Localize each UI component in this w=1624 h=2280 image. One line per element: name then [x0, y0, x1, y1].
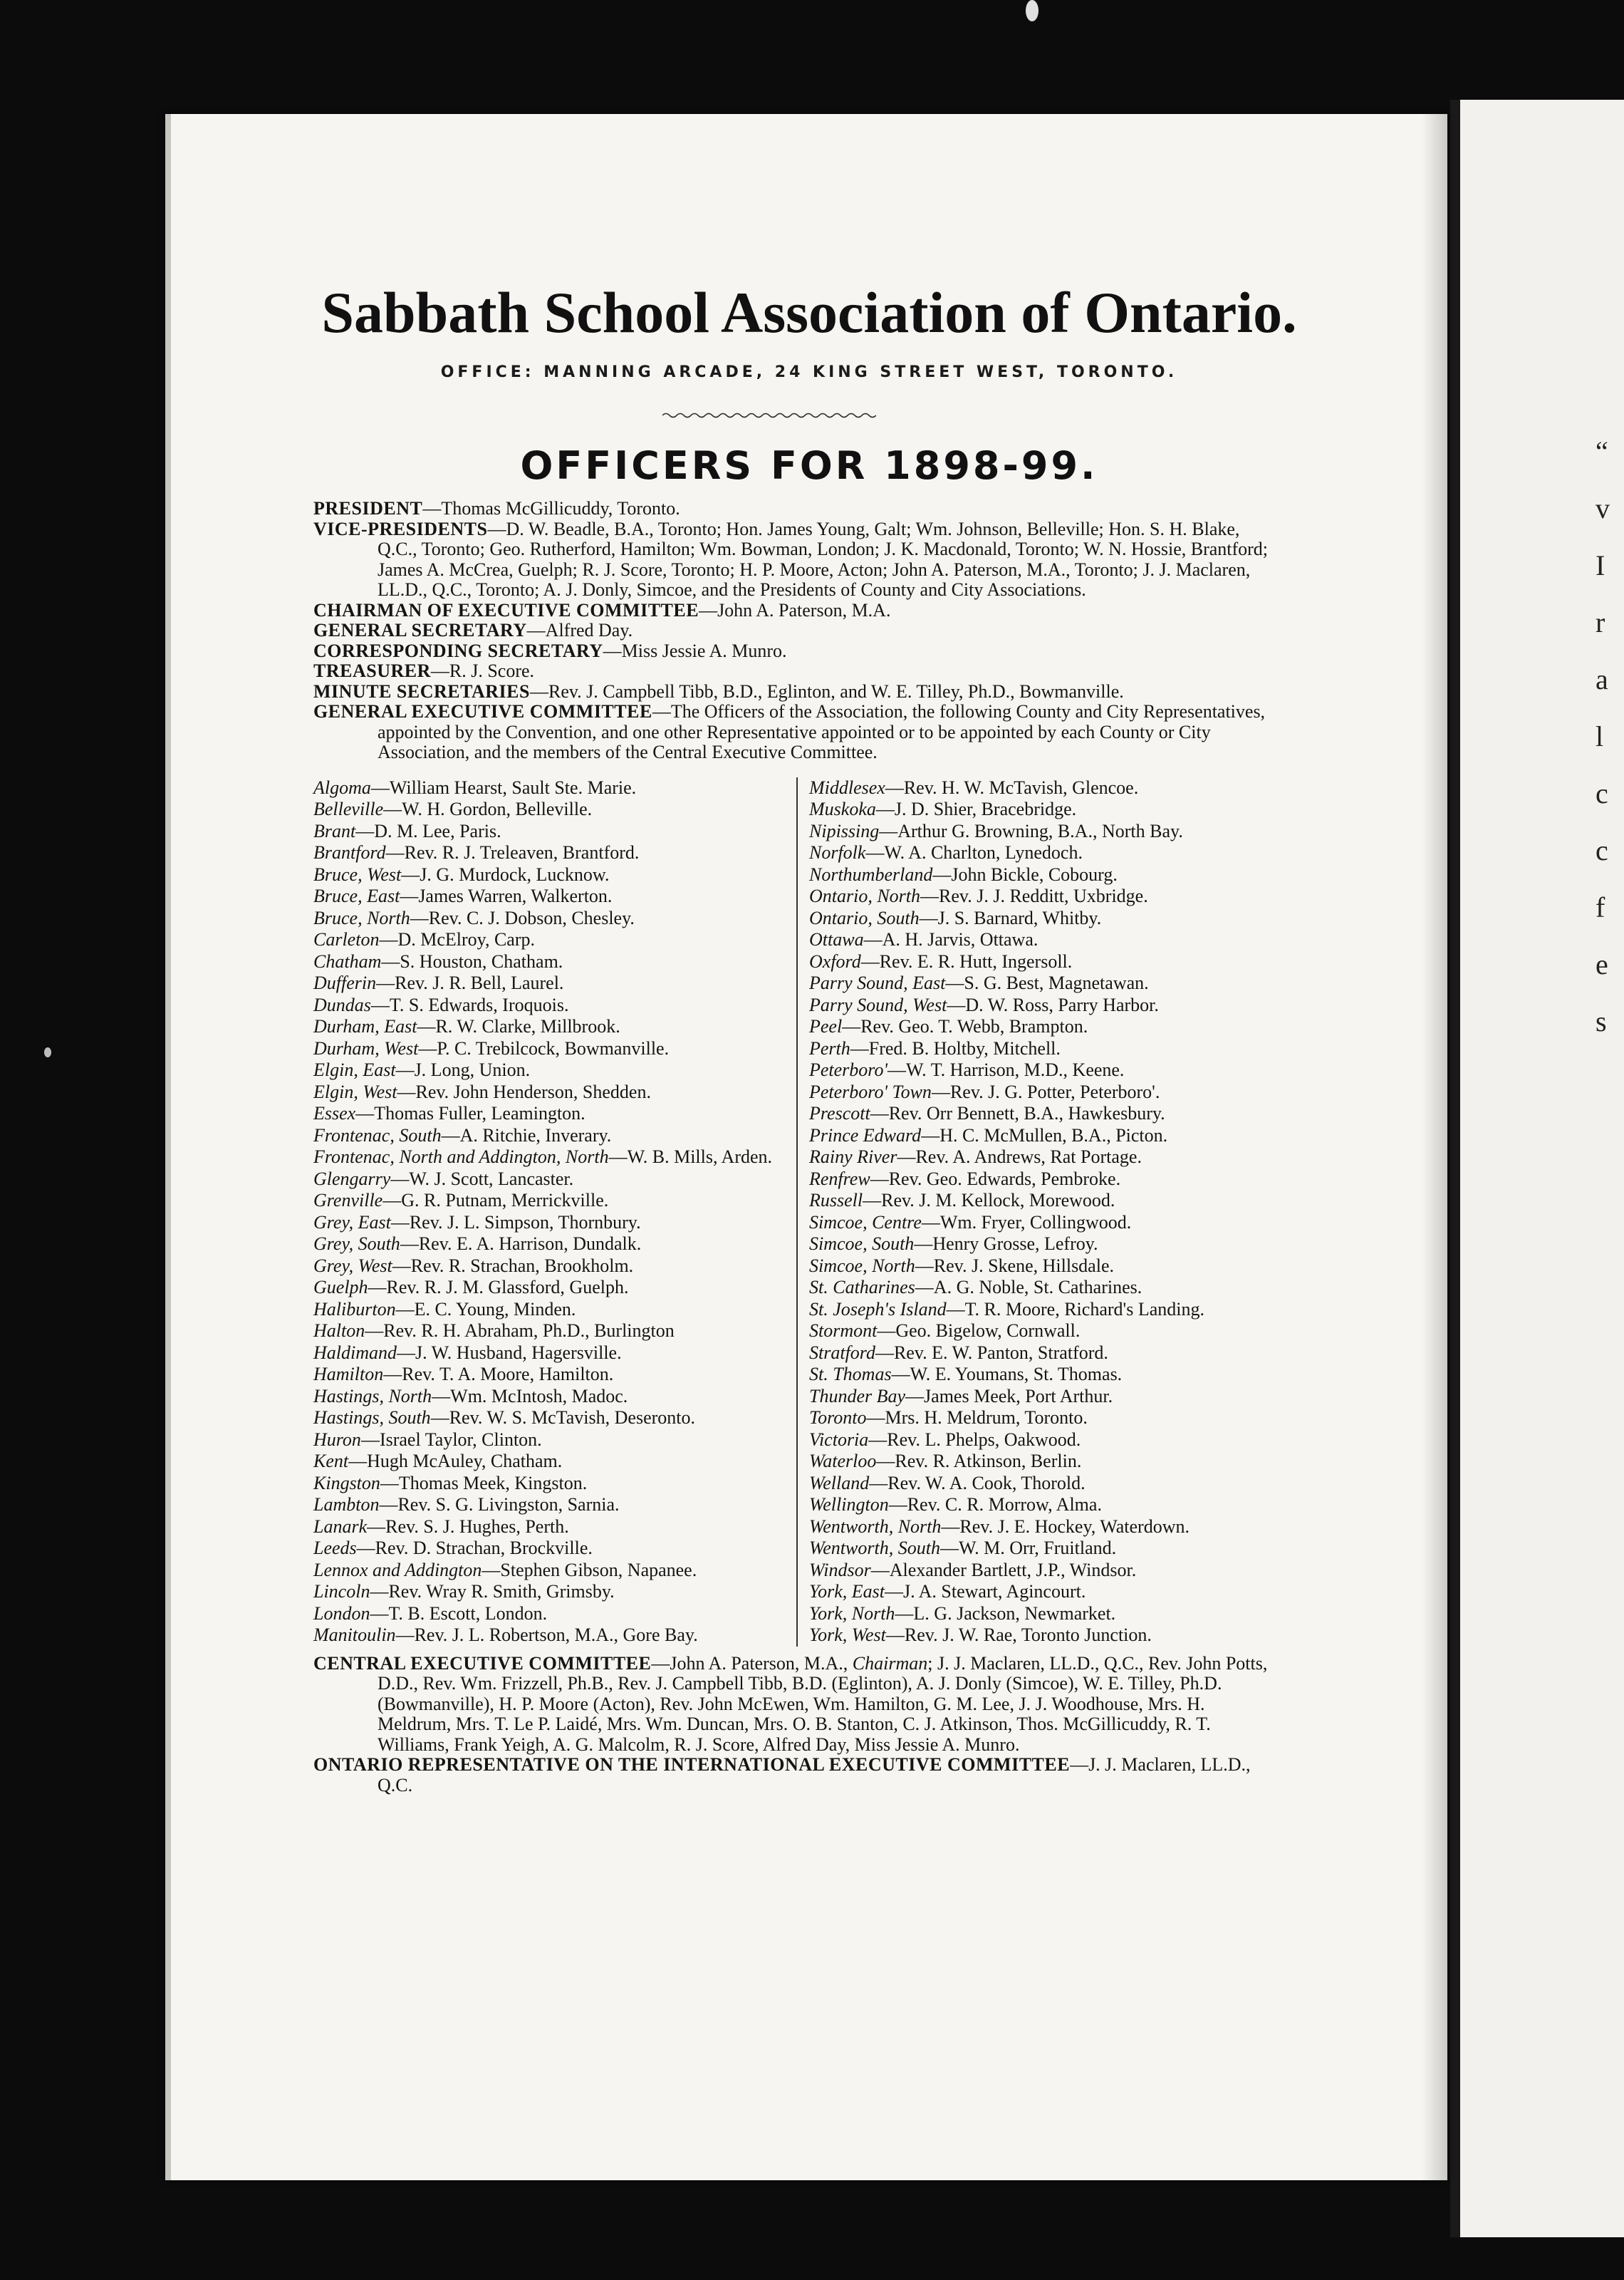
- county-representative: —Wm. McIntosh, Madoc.: [432, 1385, 628, 1406]
- county-representative: —Thomas Fuller, Leamington.: [355, 1103, 585, 1124]
- county-name: Victoria: [809, 1429, 869, 1450]
- county-name: Dundas: [313, 994, 371, 1015]
- county-representative: —Alexander Bartlett, J.P., Windsor.: [870, 1559, 1137, 1580]
- county-representative: —Wm. Fryer, Collingwood.: [921, 1211, 1132, 1233]
- county-entry: [313, 929, 792, 951]
- county-name: St. Catharines: [809, 1277, 915, 1297]
- adjacent-page-letter: c: [1596, 777, 1608, 809]
- officer-role: VICE-PRESIDENTS: [313, 518, 488, 539]
- county-entry: [313, 1581, 792, 1603]
- adjacent-page-letter: v: [1596, 492, 1610, 524]
- county-entry: [809, 1146, 1271, 1168]
- county-representative: —Rev. R. Atkinson, Berlin.: [876, 1451, 1082, 1471]
- county-name: Halton: [313, 1320, 365, 1341]
- county-name: Glengarry: [313, 1168, 391, 1189]
- county-entry: [809, 1429, 1271, 1451]
- county-entry: [809, 1516, 1271, 1538]
- county-name: Brantford: [313, 842, 386, 863]
- county-representative: —Israel Taylor, Clinton.: [360, 1429, 542, 1450]
- county-representative: —Rev. J. L. Simpson, Thornbury.: [390, 1211, 641, 1233]
- county-name: St. Joseph's Island: [809, 1298, 947, 1320]
- county-representative: —Rev. J. M. Kellock, Morewood.: [863, 1190, 1115, 1211]
- county-representative: —Thomas Meek, Kingston.: [380, 1472, 588, 1493]
- county-name: Welland: [809, 1472, 870, 1493]
- county-entry: [809, 1016, 1271, 1038]
- scan-speck: [44, 1047, 51, 1057]
- county-entry: [809, 842, 1271, 864]
- county-entry: [809, 951, 1271, 973]
- county-entry: [809, 886, 1271, 908]
- county-entry: [313, 1212, 792, 1234]
- officers-body: [313, 499, 1271, 1796]
- county-entry: [313, 1407, 792, 1429]
- county-name: Wentworth, South: [809, 1538, 940, 1558]
- county-name: Leeds: [313, 1538, 357, 1558]
- county-representative: —J. W. Husband, Hagersville.: [397, 1342, 622, 1363]
- county-name: Grey, West: [313, 1255, 392, 1276]
- document-page: [165, 114, 1447, 2180]
- county-name: Middlesex: [809, 777, 885, 798]
- county-representative: —Rev. E. A. Harrison, Dundalk.: [400, 1233, 642, 1254]
- officer-entry: [313, 641, 1271, 662]
- county-entry: [809, 1603, 1271, 1625]
- county-representative: —G. R. Putnam, Merrickville.: [382, 1190, 609, 1211]
- county-entry: [313, 1125, 792, 1147]
- officer-entry: [313, 621, 1271, 641]
- county-representative: —Rev. Geo. T. Webb, Brampton.: [842, 1016, 1088, 1037]
- county-entry: [313, 1255, 792, 1278]
- county-representative: —W. A. Charlton, Lynedoch.: [865, 842, 1083, 863]
- adjacent-page: [1450, 100, 1624, 2237]
- county-representatives: [313, 777, 1271, 1647]
- decorative-wavy-rule: [662, 412, 876, 419]
- county-name: Parry Sound, West: [809, 994, 947, 1015]
- county-representative: —D. W. Ross, Parry Harbor.: [947, 994, 1159, 1015]
- county-entry: [313, 1146, 792, 1168]
- county-name: Lennox and Addington: [313, 1559, 482, 1580]
- officer-names: —John A. Paterson, M.A.: [699, 599, 891, 621]
- officer-role: TREASURER: [313, 660, 431, 681]
- county-entry: [809, 1233, 1271, 1255]
- county-name: Chatham: [313, 950, 382, 972]
- county-entry: [809, 777, 1271, 799]
- county-representative: —Henry Grosse, Lefroy.: [914, 1233, 1098, 1254]
- county-name: Prescott: [809, 1103, 870, 1124]
- county-name: Kent: [313, 1451, 349, 1471]
- county-entry: [809, 1624, 1271, 1647]
- adjacent-page-letter: I: [1596, 549, 1605, 581]
- county-representative: —Rev. H. W. McTavish, Glencoe.: [885, 777, 1139, 798]
- adjacent-page-letter: s: [1596, 1005, 1607, 1037]
- county-representative: —W. T. Harrison, M.D., Keene.: [888, 1059, 1125, 1080]
- county-name: Russell: [809, 1190, 863, 1211]
- county-entry: [313, 799, 792, 821]
- county-name: Ottawa: [809, 929, 864, 950]
- county-entry: [809, 1212, 1271, 1234]
- county-entry: [809, 1190, 1271, 1212]
- officer-role: PRESIDENT: [313, 498, 423, 519]
- county-entry: [809, 1103, 1271, 1125]
- scan-speck: [1026, 0, 1039, 21]
- county-name: Stratford: [809, 1342, 875, 1363]
- officer-names: —Miss Jessie A. Munro.: [603, 640, 787, 661]
- county-name: Frontenac, South: [313, 1124, 442, 1146]
- officer-role: GENERAL SECRETARY: [313, 620, 527, 641]
- county-representative: —Rev. John Henderson, Shedden.: [397, 1081, 651, 1102]
- officer-entry: [313, 601, 1271, 621]
- county-entry: [313, 908, 792, 930]
- county-representative: —A. H. Jarvis, Ottawa.: [863, 929, 1039, 950]
- county-name: London: [313, 1602, 370, 1624]
- county-name: Lambton: [313, 1494, 380, 1515]
- county-representative: —Rev. S. J. Hughes, Perth.: [367, 1515, 569, 1537]
- county-name: Dufferin: [313, 973, 377, 993]
- county-name: Wellington: [809, 1494, 889, 1515]
- county-representative: —Rev. E. W. Panton, Stratford.: [875, 1342, 1108, 1363]
- county-entry: [313, 1624, 792, 1647]
- county-entry: [809, 1473, 1271, 1495]
- county-representative: —Rev. W. A. Cook, Thorold.: [869, 1472, 1086, 1493]
- officer-names: —Alfred Day.: [526, 620, 633, 641]
- county-representative: —W. E. Youmans, St. Thomas.: [891, 1364, 1123, 1384]
- officer-role: CHAIRMAN OF EXECUTIVE COMMITTEE: [313, 599, 699, 621]
- county-name: Perth: [809, 1037, 850, 1059]
- county-representative: —J. G. Murdock, Lucknow.: [401, 864, 610, 885]
- county-name: Durham, West: [313, 1037, 419, 1059]
- county-name: Peterboro' Town: [809, 1081, 932, 1102]
- county-name: St. Thomas: [809, 1364, 892, 1384]
- county-entry: [809, 1299, 1271, 1321]
- county-entry: [313, 1038, 792, 1060]
- county-entry: [313, 1473, 792, 1495]
- county-name: Elgin, East: [313, 1059, 396, 1080]
- county-name: Simcoe, South: [809, 1233, 915, 1254]
- county-entry: [313, 864, 792, 886]
- county-representative: —Rev. E. R. Hutt, Ingersoll.: [860, 950, 1073, 972]
- county-representative: —Rev. Orr Bennett, B.A., Hawkesbury.: [870, 1103, 1165, 1124]
- county-entry: [313, 995, 792, 1017]
- county-name: Durham, East: [313, 1016, 417, 1037]
- county-name: Manitoulin: [313, 1624, 396, 1645]
- county-representative: —S. G. Best, Magnetawan.: [945, 973, 1149, 993]
- county-name: Waterloo: [809, 1451, 877, 1471]
- county-name: Rainy River: [809, 1146, 897, 1167]
- county-name: Peel: [809, 1016, 843, 1037]
- county-representative: —J. Long, Union.: [395, 1059, 531, 1080]
- county-entry: [809, 1168, 1271, 1191]
- county-name: Frontenac, North and Addington, North: [313, 1146, 609, 1167]
- county-representative: —Rev. R. J. M. Glassford, Guelph.: [368, 1277, 629, 1297]
- county-representative: —W. B. Mills, Arden.: [608, 1146, 773, 1167]
- county-representative: —J. S. Barnard, Whitby.: [919, 907, 1102, 928]
- county-entry: [313, 1603, 792, 1625]
- county-entry: [313, 1342, 792, 1364]
- county-name: Stormont: [809, 1320, 878, 1341]
- central-executive-committee: CENTRAL EXECUTIVE COMMITTEE—John A. Paterson, M.A., Chairman; J. J. Maclaren, LL.D., Q.C., Rev. John Potts, D.D., Rev. Wm. Frizzell, Ph.B., Rev. J. Campbell Tibb, B.D. (Eglinton), A. J. Donly (Simcoe), W. E. Tilley, Ph.D. (Bowmanville), H. P. Moore (Acton), Rev. John McEwen, Wm. Hamilton, G. M. Lee, J. J. Woodhouse, Mrs. H. Meldrum, Mrs. T. Le P. Laidé, Mrs. Wm. Duncan, Mrs. O. B. Stanton, C. J. Atkinson, Thos. McGillicuddy, R. T. Williams, Frank Yeigh, A. G. Malcolm, R. J. Score, Alfred Day, Miss Jessie A. Munro.: [313, 1652, 1268, 1755]
- county-name: Belleville: [313, 799, 384, 819]
- county-entry: [313, 1190, 792, 1212]
- county-name: Grenville: [313, 1190, 383, 1211]
- county-entry: [809, 1277, 1271, 1299]
- county-entry: [313, 1538, 792, 1560]
- county-name: Elgin, West: [313, 1081, 397, 1102]
- adjacent-page-letter: “: [1596, 435, 1608, 467]
- county-entry: [809, 1059, 1271, 1082]
- officers-heading: OFFICERS FOR 1898-99.: [520, 443, 1098, 488]
- county-name: Algoma: [313, 777, 371, 798]
- county-entry: [809, 1082, 1271, 1104]
- county-representative: —Rev. J. J. Redditt, Uxbridge.: [920, 886, 1148, 906]
- county-representative: —Rev. C. J. Dobson, Chesley.: [410, 907, 635, 928]
- county-entry: [809, 1494, 1271, 1516]
- county-representative: —Rev. A. Andrews, Rat Portage.: [897, 1146, 1142, 1167]
- county-representative: —Rev. L. Phelps, Oakwood.: [868, 1429, 1081, 1450]
- county-entry: [313, 1103, 792, 1125]
- county-entry: [313, 1364, 792, 1386]
- county-entry: [809, 1125, 1271, 1147]
- county-entry: [809, 1538, 1271, 1560]
- county-name: Guelph: [313, 1277, 368, 1297]
- county-representative: —H. C. McMullen, B.A., Picton.: [921, 1124, 1168, 1146]
- officer-names: —Rev. J. Campbell Tibb, B.D., Eglinton, and W. E. Tilley, Ph.D., Bowmanville.: [529, 680, 1124, 702]
- officer-names: —R. J. Score.: [430, 660, 535, 681]
- county-entry: [313, 1059, 792, 1082]
- county-name: Haliburton: [313, 1298, 396, 1320]
- officer-entry: [313, 682, 1271, 703]
- county-name: Thunder Bay: [809, 1385, 906, 1406]
- county-name: Carleton: [313, 929, 380, 950]
- county-column-left: [313, 777, 798, 1647]
- county-entry: [313, 1451, 792, 1473]
- county-entry: [313, 1494, 792, 1516]
- county-entry: [809, 1038, 1271, 1060]
- county-name: Haldimand: [313, 1342, 397, 1363]
- county-entry: [313, 951, 792, 973]
- officer-list: [313, 499, 1271, 763]
- county-name: Simcoe, Centre: [809, 1211, 922, 1233]
- county-entry: [313, 1386, 792, 1408]
- county-representative: —D. M. Lee, Paris.: [355, 820, 501, 841]
- county-entry: [809, 1364, 1271, 1386]
- adjacent-page-letter: r: [1596, 606, 1605, 638]
- county-entry: [313, 1299, 792, 1321]
- county-entry: [313, 1560, 792, 1582]
- county-entry: [313, 1233, 792, 1255]
- county-representative: —James Warren, Walkerton.: [400, 886, 613, 906]
- county-name: Oxford: [809, 950, 861, 972]
- county-name: York, West: [809, 1624, 886, 1645]
- officer-names: —D. W. Beadle, B.A., Toronto; Hon. James Young, Galt; Wm. Johnson, Belleville; Hon. S. H. Blake, Q.C., Toronto; Geo. Rutherford, Hamilton; Wm. Bowman, London; J. K. Macdonald, Toronto; W. N. Hossie, Brantford; James A. McCrea, Guelph; R. J. Score, Toronto; H. P. Moore, Acton; John A. Paterson, M.A., Toronto; J. J. Maclaren, LL.D., Q.C., Toronto; A. J. Donly, Simcoe, and the Presidents of County and City Associations.: [378, 518, 1269, 600]
- county-representative: —R. W. Clarke, Millbrook.: [417, 1016, 620, 1037]
- county-name: York, North: [809, 1602, 895, 1624]
- county-name: Bruce, East: [313, 886, 400, 906]
- adjacent-page-letter: a: [1596, 663, 1608, 695]
- county-representative: —Rev. J. Skene, Hillsdale.: [915, 1255, 1114, 1276]
- county-entry: [313, 1516, 792, 1538]
- county-entry: [313, 1320, 792, 1342]
- county-name: Hamilton: [313, 1364, 384, 1384]
- county-representative: —Rev. W. S. McTavish, Deseronto.: [430, 1407, 695, 1428]
- county-entry: [313, 1168, 792, 1191]
- county-representative: —A. G. Noble, St. Catharines.: [915, 1277, 1142, 1297]
- county-name: Toronto: [809, 1407, 867, 1428]
- county-name: Huron: [313, 1429, 361, 1450]
- county-representative: —P. C. Trebilcock, Bowmanville.: [418, 1037, 670, 1059]
- county-representative: —W. J. Scott, Lancaster.: [390, 1168, 574, 1189]
- county-column-right: [798, 777, 1271, 1647]
- county-name: Parry Sound, East: [809, 973, 946, 993]
- officer-role: GENERAL EXECUTIVE COMMITTEE: [313, 701, 652, 722]
- county-representative: —Rev. T. A. Moore, Hamilton.: [383, 1364, 614, 1384]
- county-representative: —Rev. Wray R. Smith, Grimsby.: [370, 1581, 615, 1602]
- county-entry: [809, 1451, 1271, 1473]
- county-name: Hastings, North: [313, 1385, 432, 1406]
- county-representative: —J. D. Shier, Bracebridge.: [875, 799, 1077, 819]
- officer-entry: [313, 661, 1271, 682]
- county-entry: [809, 973, 1271, 995]
- officer-entry: [313, 702, 1271, 763]
- county-representative: —J. A. Stewart, Agincourt.: [884, 1581, 1086, 1602]
- county-representative: —E. C. Young, Minden.: [395, 1298, 576, 1320]
- county-name: Ontario, North: [809, 886, 921, 906]
- association-title: Sabbath School Association of Ontario.: [321, 280, 1297, 345]
- county-representative: —James Meek, Port Arthur.: [905, 1385, 1113, 1406]
- county-name: Windsor: [809, 1559, 871, 1580]
- county-entry: [313, 842, 792, 864]
- county-representative: —Fred. B. Holtby, Mitchell.: [850, 1037, 1061, 1059]
- county-representative: —William Hearst, Sault Ste. Marie.: [370, 777, 637, 798]
- county-name: Muskoka: [809, 799, 876, 819]
- county-representative: —Rev. C. R. Morrow, Alma.: [888, 1494, 1102, 1515]
- office-address: OFFICE: MANNING ARCADE, 24 KING STREET WEST, TORONTO.: [440, 363, 1178, 381]
- adjacent-page-letter: l: [1596, 720, 1604, 752]
- county-name: Northumberland: [809, 864, 933, 885]
- county-name: Essex: [313, 1103, 356, 1124]
- county-representative: —D. McElroy, Carp.: [379, 929, 536, 950]
- officer-names: —The Officers of the Association, the following County and City Representatives, appointed by the Convention, and one other Representative appointed or to be appointed by each County or City Association, and the members of the Central Executive Committee.: [378, 701, 1266, 762]
- county-name: Brant: [313, 820, 356, 841]
- county-representative: —W. H. Gordon, Belleville.: [383, 799, 593, 819]
- adjacent-page-letter: e: [1596, 948, 1608, 980]
- county-entry: [313, 973, 792, 995]
- county-entry: [809, 864, 1271, 886]
- ontario-representative: ONTARIO REPRESENTATIVE ON THE INTERNATIONAL EXECUTIVE COMMITTEE—J. J. Maclaren, LL.D., Q.C.: [313, 1754, 1251, 1796]
- county-entry: [313, 777, 792, 799]
- county-representative: —Rev. J. E. Hockey, Waterdown.: [941, 1515, 1190, 1537]
- county-entry: [809, 821, 1271, 843]
- adjacent-page-letter: f: [1596, 891, 1605, 923]
- county-entry: [809, 908, 1271, 930]
- county-name: Kingston: [313, 1472, 380, 1493]
- county-representative: —Mrs. H. Meldrum, Toronto.: [866, 1407, 1088, 1428]
- county-entry: [809, 1560, 1271, 1582]
- county-name: Nipissing: [809, 820, 880, 841]
- county-entry: [313, 1082, 792, 1104]
- county-entry: [809, 799, 1271, 821]
- county-representative: —Rev. R. J. Treleaven, Brantford.: [385, 842, 640, 863]
- adjacent-page-letter: c: [1596, 834, 1608, 866]
- county-representative: —S. Houston, Chatham.: [381, 950, 563, 972]
- officer-role: CORRESPONDING SECRETARY: [313, 640, 603, 661]
- county-representative: —Rev. Geo. Edwards, Pembroke.: [870, 1168, 1121, 1189]
- county-representative: —Arthur G. Browning, B.A., North Bay.: [879, 820, 1183, 841]
- county-representative: —T. B. Escott, London.: [370, 1602, 548, 1624]
- county-entry: [809, 1320, 1271, 1342]
- county-name: Wentworth, North: [809, 1515, 942, 1537]
- county-entry: [313, 1429, 792, 1451]
- county-name: Bruce, North: [313, 907, 410, 928]
- county-entry: [809, 1386, 1271, 1408]
- county-representative: —Rev. R. Strachan, Brookholm.: [392, 1255, 634, 1276]
- county-entry: [809, 1342, 1271, 1364]
- county-name: Simcoe, North: [809, 1255, 915, 1276]
- county-entry: [809, 1407, 1271, 1429]
- county-name: Grey, East: [313, 1211, 391, 1233]
- county-name: Hastings, South: [313, 1407, 431, 1428]
- county-representative: —W. M. Orr, Fruitland.: [939, 1538, 1117, 1558]
- county-representative: —L. G. Jackson, Newmarket.: [895, 1602, 1116, 1624]
- county-entry: [313, 821, 792, 843]
- county-representative: —Rev. S. G. Livingston, Sarnia.: [379, 1494, 620, 1515]
- county-entry: [809, 1255, 1271, 1278]
- county-representative: —Geo. Bigelow, Cornwall.: [877, 1320, 1081, 1341]
- county-name: Lanark: [313, 1515, 368, 1537]
- county-name: Renfrew: [809, 1168, 870, 1189]
- county-representative: —T. R. Moore, Richard's Landing.: [946, 1298, 1204, 1320]
- county-name: Peterboro': [809, 1059, 888, 1080]
- county-representative: —T. S. Edwards, Iroquois.: [370, 994, 569, 1015]
- county-name: Lincoln: [313, 1581, 370, 1602]
- officer-entry: [313, 519, 1271, 601]
- county-representative: —Rev. J. L. Robertson, M.A., Gore Bay.: [395, 1624, 698, 1645]
- county-representative: —Rev. R. H. Abraham, Ph.D., Burlington: [365, 1320, 675, 1341]
- county-entry: [313, 1277, 792, 1299]
- county-entry: [809, 929, 1271, 951]
- county-name: Prince Edward: [809, 1124, 922, 1146]
- county-name: Ontario, South: [809, 907, 920, 928]
- county-name: Norfolk: [809, 842, 866, 863]
- county-entry: [809, 1581, 1271, 1603]
- county-representative: —Stephen Gibson, Napanee.: [482, 1559, 697, 1580]
- county-name: Grey, South: [313, 1233, 400, 1254]
- county-representative: —Rev. D. Strachan, Brockville.: [356, 1538, 593, 1558]
- officer-role: MINUTE SECRETARIES: [313, 680, 530, 702]
- officer-entry: [313, 499, 1271, 519]
- county-entry: [313, 886, 792, 908]
- county-representative: —Hugh McAuley, Chatham.: [348, 1451, 563, 1471]
- county-representative: —Rev. J. R. Bell, Laurel.: [376, 973, 564, 993]
- county-representative: —John Bickle, Cobourg.: [932, 864, 1118, 885]
- county-name: Bruce, West: [313, 864, 402, 885]
- officer-names: —Thomas McGillicuddy, Toronto.: [422, 498, 680, 519]
- county-representative: —Rev. J. G. Potter, Peterboro'.: [931, 1081, 1160, 1102]
- county-representative: —A. Ritchie, Inverary.: [441, 1124, 612, 1146]
- county-name: York, East: [809, 1581, 885, 1602]
- county-entry: [313, 1016, 792, 1038]
- county-entry: [809, 995, 1271, 1017]
- county-representative: —Rev. J. W. Rae, Toronto Junction.: [885, 1624, 1152, 1645]
